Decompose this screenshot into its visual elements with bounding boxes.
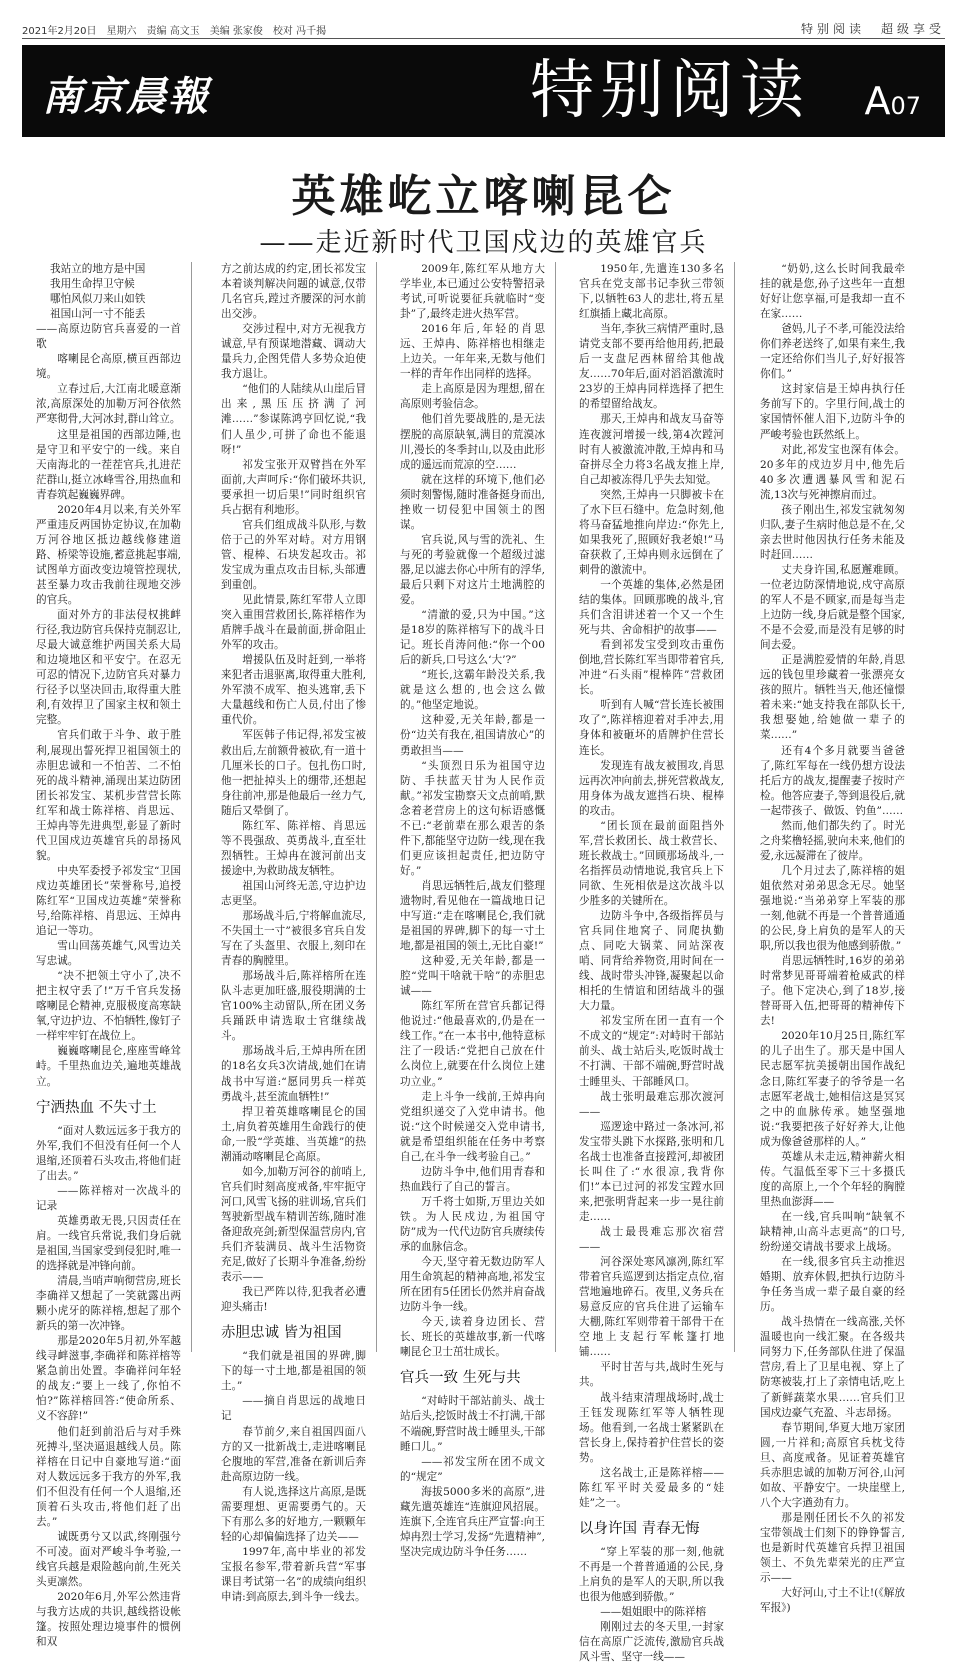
paragraph: 这种爱,无关年龄,都是一份“边关有我在,祖国请放心”的勇敢担当—— <box>400 714 545 757</box>
text-column-5 <box>760 262 905 1615</box>
paragraph: 今天,坚守着无数边防军人用生命筑起的精神高地,祁发宝所在团有5任团长仍然并肩奋战边防斗争一线。 <box>400 1256 545 1314</box>
paragraph: 这名战士,正是陈祥榕——陈红军平时关爱最多的“娃娃”之一。 <box>579 1466 724 1509</box>
page-header <box>22 18 945 36</box>
masthead <box>22 45 945 137</box>
paragraph: ——陈祥榕对一次战斗的记录 <box>36 1184 181 1212</box>
paragraph: 边防斗争中,各级指挥员与官兵同住地窝子、同爬执勤点、同吃大锅菜、同站深夜哨、同背给养物资,用时间在一线、战时带头冲锋,凝聚起以命相托的生情谊和团结战斗的强大力量。 <box>579 910 724 1013</box>
header-rule <box>22 38 945 39</box>
paragraph: 还有4个多月就要当爸爸了,陈红军每在一线仍想方设法托后方的战友,提醒妻子按时产检。他答应妻子,等到退役后,就一起带孩子、做饭、钓鱼”…… <box>760 744 905 817</box>
paragraph: 祖国山河一寸不能丢 <box>50 308 146 321</box>
header-tagline: 特别阅读 超级享受 <box>800 22 945 36</box>
section-heading: 宁洒热血 不失寸土 <box>36 1099 157 1116</box>
paragraph: 万千将士如斯,万里边关如铁。为人民戍边,为祖国守防”成为一代代边防官兵赓续传承的血脉信念。 <box>400 1195 545 1254</box>
paragraph: ——高原边防官兵喜爱的一首歌 <box>36 323 181 351</box>
paragraph: 一个英雄的集体,必然是团结的集体。回顾那晚的战斗,官兵们含泪讲述着一个又一个生死与共、舍命相护的故事—— <box>579 578 724 637</box>
newspaper-logo: 南京晨報 <box>42 73 210 120</box>
paragraph: 突然,王焯冉一只脚被卡在了水下巨石缝中。危急时刻,他将马奋猛地推向岸边:“你先上,如果我死了,照顾好我老娘!”马奋获救了,王焯冉则永远倒在了刺骨的激流中。 <box>579 488 724 576</box>
paragraph: 丈夫身许国,私愿邂难顾。一位老边防深情地说,戍守高原的军人不是不顾家,而是每当走上边防一线,身后就是整个国家,不是不会爱,而是没有足够的时间去爱。 <box>760 563 905 652</box>
paragraph: 肖思远牺牲时,16岁的弟弟时常梦见哥哥端着枪威武的样子。他下定决心,到了18岁,接替哥哥入伍,把哥哥的精神传下去! <box>760 955 905 1028</box>
paragraph: 对此,祁发宝也深有体会。20多年的戍边岁月中,他先后40多次遭遇暴风雪和泥石流,13次与死神擦肩而过。 <box>760 443 905 501</box>
paragraph: 1997年,高中毕业的祁发宝报名参军,带着新兵营“军事课目考试第一名”的成绩向组织申请:到高原去,到斗争一线去。 <box>221 1545 366 1604</box>
paragraph: 爸妈,儿子不孝,可能没法给你们养老送终了,如果有来生,我一定还给你们当儿子,好好报答你们。” <box>760 323 905 381</box>
paragraph: 战士张明最难忘那次渡河—— <box>579 1090 724 1118</box>
paragraph: 战士最畏难忘那次宿营—— <box>579 1226 724 1254</box>
paragraph: 2020年4月以来,有关外军严重违反两国协定协议,在加勒万河谷地区抵边越线修建道路、桥梁等设施,蓄意挑起事端,试图单方面改变边境管控现状,甚至暴力攻击我前往现地交涉的官兵。 <box>36 503 181 607</box>
paragraph: ——摘自肖思远的战地日记 <box>221 1395 366 1423</box>
paragraph: 2016年后,年轻的肖思远、王焯冉、陈祥榕也相继走上边关。一年年来,无数与他们一样的青年作出同样的选择。 <box>400 323 545 381</box>
paragraph: 立春过后,大江南北暖意渐浓,高原深处的加勒万河谷依然严寒彻骨,大河冰封,群山耸立。 <box>36 383 181 426</box>
paragraph: 哪怕风似刀来山如铁 <box>50 293 146 306</box>
paragraph: 平时甘苦与共,战时生死与共。 <box>579 1361 724 1389</box>
paragraph: 刚刚过去的冬天里,一封家信在高原广泛流传,激励官兵战风斗雪、坚守一线—— <box>579 1621 724 1664</box>
section-heading: 赤胆忠诚 皆为祖国 <box>221 1325 342 1342</box>
section-heading: 以身许国 青春无悔 <box>579 1520 700 1537</box>
paragraph: 军医韩子伟记得,祁发宝被救出后,左前额骨被砍,有一道十几厘米长的口子。包扎伤口时,他一把扯掉头上的绷带,还想起身往前冲,那是他最后一丝力气,随后又晕倒了。 <box>221 729 366 817</box>
paragraph: 那天,王焯冉和战友马奋等连夜渡河增援一线,第4次蹚河时有人被激流冲散,王焯冉和马奋拼尽全力将3名战友推上岸,自己却被冻得几乎失去知觉。 <box>579 413 724 486</box>
paragraph: 他们赶到前沿后与对手殊死搏斗,坚决逼退越线人员。陈祥榕在日记中自豪地写道:“面对人数远远多于我方的外军,我们不但没有任何一个人退缩,还顶着石头攻击,将他们赶了出去。” <box>36 1425 181 1528</box>
paragraph: 如今,加勒万河谷的前哨上,官兵们时刻高度戒备,牢牢扼守河口,风雪飞扬的驻训场,官兵们驾驶新型战车精训苦练,随时准备迎敌亮剑;新型保温营房内,官兵们齐装满员、战斗生活物资充足,做好了长期斗争准备,纷纷表示—— <box>221 1165 366 1284</box>
paragraph: 面对外方的非法侵权挑衅行径,我边防官兵保持克制忍让,尽最大诚意维护两国关系大局和边境地区和平安宁。在忍无可忍的情况下,边防官兵对暴力行径予以坚决回击,取得重大胜利,有效捍卫了国家主权和领土完整。 <box>36 609 181 727</box>
page-digits: 07 <box>890 92 921 120</box>
paragraph: 就在这样的环境下,他们必须时刻警惕,随时准备挺身而出,挫败一切侵犯中国领土的图谋。 <box>400 473 545 531</box>
paragraph: 当年,李狄三病情严重时,恳请党支部不要再给他用药,把最后一支盘尼西林留给其他战友……70年后,面对滔滔激流时23岁的王焯冉同样选择了把生的希望留给战友。 <box>579 323 724 411</box>
paragraph: 官兵们敢于斗争、敢于胜利,展现出誓死捍卫祖国领土的赤胆忠诚和一不怕苦、二不怕死的战斗精神,涌现出某边防团团长祁发宝、某机步营营长陈红军和战士陈祥榕、肖思远、王焯冉等先进典型,彰显了新时代卫国戍边英雄官兵的昂扬风貌。 <box>36 729 181 862</box>
paragraph: 有人说,选择这片高原,是既需要理想、更需要勇气的。天下有那么多的好地方,一颗颗年轻的心却偏偏选择了边关—— <box>221 1485 366 1543</box>
paragraph: “头顶烈日乐为祖国守边防、手扶蓝天甘为人民作贡献。”祁发宝勘察天文点前哨,默念着老营房上的这句标语感慨不已:“老前辈在那么艰苦的条件下,都能坚守边防一线,现在我们更应该担起责任,把边防守好。” <box>400 759 545 877</box>
column-divider <box>191 262 192 1352</box>
paragraph: 我已严阵以待,犯我者必遭迎头痛击! <box>221 1286 366 1314</box>
text-column-2 <box>221 262 366 1604</box>
paragraph: 这封家信是王焯冉执行任务前写下的。字里行间,战士的家国情怀催人泪下,边防斗争的严峻考验也跃然纸上。 <box>760 383 905 441</box>
paragraph: 孩子刚出生,祁发宝就匆匆归队,妻子生病时他总是不在,父亲去世时他因执行任务未能及时赶回…… <box>760 503 905 561</box>
paragraph: 见此情景,陈红军带人立即突入重围营救团长,陈祥榕作为盾牌手战斗在最前面,拼命阻止外军的攻击。 <box>221 594 366 652</box>
paragraph: 今天,读着身边团长、营长、班长的英雄故事,新一代喀喇昆仑卫士茁壮成长。 <box>400 1316 545 1359</box>
paragraph: “穿上军装的那一刻,他就不再是一个普普通通的公民,身上肩负的是军人的天职,所以我也很为他感到骄傲。” <box>579 1545 724 1604</box>
paragraph: ——姐姐眼中的陈祥榕 <box>600 1606 707 1619</box>
paragraph: 在一线,很多官兵主动推迟婚期、放弃休假,把执行边防斗争任务当成一辈子最自豪的经历。 <box>760 1256 905 1314</box>
paragraph: 我站立的地方是中国 <box>50 263 146 275</box>
paragraph: 交涉过程中,对方无视我方诚意,早有预谋地潜藏、调动大量兵力,企图凭借人多势众迫使我方退让。 <box>221 323 366 381</box>
paragraph: 他们首先要战胜的,是无法摆脱的高原缺氧,满目的荒漠冰川,漫长的冬季封山,以及由此形成的遥远而荒凉的空…… <box>400 413 545 471</box>
paragraph: “对峙时干部站前头、战士站后头,挖饭时战士不打满,干部不端碗,野营时战士睡里头,干部睡口儿。” <box>400 1395 545 1453</box>
paragraph: 那是刚任团长不久的祁发宝带领战士们刻下的铮铮誓言,也是新时代英雄官兵捍卫祖国领土、不负先辈荣光的庄严宣示—— <box>760 1511 905 1585</box>
paragraph: 英雄从未走远,精神薪火相传。气温低至零下三十多摄氏度的高原上,一个个年轻的胸膛里热血澎湃—— <box>760 1150 905 1208</box>
paragraph: “我们就是祖国的界碑,脚下的每一寸土地,都是祖国的领土。” <box>221 1350 366 1393</box>
paragraph: 在一线,官兵叫响“缺氧不缺精神,山高斗志更高”的口号,纷纷递交请战书要求上战场。 <box>760 1210 905 1254</box>
paragraph: 那场战斗后,王焯冉所在团的18名女兵3次请战,她们在请战书中写道:“愿同男兵一样英勇战斗,甚至流血牺牲!” <box>221 1045 366 1103</box>
paragraph: 这里是祖国的西部边陲,也是守卫和平安宁的一线。来自天南海北的一茬茬官兵,扎进茫茫群山,挺立冰峰雪谷,用热血和青春筑起巍巍界碑。 <box>36 428 181 501</box>
paragraph: 听到有人喊“营长连长被围攻了”,陈祥榕迎着对手冲去,用身体和被砸坏的盾牌护住营长连长。 <box>579 699 724 757</box>
paragraph: “班长,这霸年龄没关系,我就是这么想的,也会这么做的。”他坚定地说。 <box>400 669 545 712</box>
paragraph: 巍巍喀喇昆仑,座座雪峰耸峙。千里热血边关,遍地英雄战立。 <box>36 1045 181 1088</box>
paragraph: 祁发宝所在团一直有一个不成文的“规定”:对峙时干部站前头、战士站后头,吃饭时战士不打满、干部不端碗,野营时战士睡里头、干部睡风口。 <box>579 1015 724 1088</box>
paragraph: 祁发宝张开双臂挡在外军面前,大声呵斥:“你们破坏共识,要承担一切后果!”同时组织官兵占据有利地形。 <box>221 458 366 516</box>
paragraph: 陈红军、陈祥榕、肖思远等不畏强敌、英勇战斗,直至壮烈牺牲。王焯冉在渡河前出支援途中,为救助战友牺牲。 <box>221 819 366 877</box>
paragraph: 那场战斗后,陈祥榕所在连队斗志更加旺盛,服役期满的士官100%主动留队,所在团义务兵踊跃申请选取士官继续战斗。 <box>221 970 366 1043</box>
paragraph: 海拔5000多米的高原”,进藏先遣英雄连“连旗迎风招展。连旗下,全连官兵庄严宣誓:向王焯冉烈士学习,发扬“先遣精神”,坚决完成边防斗争任务…… <box>400 1485 545 1558</box>
paragraph: 英雄勇敢无畏,只因责任在肩。一线官兵常说,我们身后就是祖国,当国家受到侵犯时,唯一的选择就是冲锋向前。 <box>36 1214 181 1272</box>
paragraph: 祖国山河终无恙,守边护边志更坚。 <box>221 879 366 907</box>
paragraph: 这种爱,无关年龄,都是一腔“党叫干啥就干啥”的赤胆忠诚—— <box>400 955 545 998</box>
paragraph: “决不把领土守小了,决不把主权守丢了!”万千官兵发扬喀喇昆仑精神,克服极度高寒缺氧,守边护边、不怕牺牲,像钉子一样牢牢钉在战位上。 <box>36 970 181 1043</box>
paragraph: 清晨,当哨声响彻营房,班长李确祥又想起了一笑就露出两颗小虎牙的陈祥榕,想起了那个新兵的第一次冲锋。 <box>36 1275 181 1333</box>
paragraph: 边防斗争中,他们用青春和热血践行了自己的誓言。 <box>400 1165 545 1193</box>
article-subtitle: ——走近新时代卫国戍边的英雄官兵 <box>259 228 708 258</box>
paragraph: “面对人数远远多于我方的外军,我们不但没有任何一个人退缩,还顶着石头攻击,将他们赶了出去。” <box>36 1124 181 1182</box>
paragraph: 巡逻途中路过一条冰河,祁发宝带头跳下水探路,张明和几名战士也准备直接蹚河,却被团长叫住了:“水很凉,我背你们!”本已过河的祁发宝蹚水回来,把张明背起来一步一晃往前走…… <box>579 1120 724 1223</box>
paragraph: “奶奶,这么长时间我最牵挂的就是您,孙子这些年一直想好好让您享福,可是我却一直不在家…… <box>760 263 905 321</box>
paragraph: “清澈的爱,只为中国。”这是18岁的陈祥榕写下的战斗日记。班长肖涛问他:“你一个00后的新兵,口号这么‘大’?” <box>400 609 545 667</box>
paragraph: 发现连有战友被围攻,肖思远再次冲向前去,拼死营救战友,用身体为战友遮挡石块、棍棒的攻击。 <box>579 759 724 817</box>
paragraph: 中央军委授予祁发宝“卫国戍边英雄团长”荣誉称号,追授陈红军“卫国戍边英雄”荣誉称号,给陈祥榕、肖思远、王焯冉追记一等功。 <box>36 864 181 938</box>
paragraph: “团长顶在最前面阻挡外军,营长救团长、战士救营长、班长救战士。”回顾那场战斗,一名指挥员动情地说,我官兵上下同欲、生死相依是这次战斗以少胜多的关键所在。 <box>579 819 724 907</box>
paragraph: 我用生命捍卫守候 <box>50 278 135 291</box>
paragraph: ——祁发宝所在团不成文的“规定” <box>400 1455 545 1483</box>
text-column-1 <box>36 262 181 1649</box>
paragraph: 捍卫着英雄喀喇昆仑的国土,肩负着英雄用生命践行的使命,一股“学英雄、当英雄”的热潮涌动喀喇昆仑高原。 <box>221 1105 366 1163</box>
paragraph: 陈红军所在营官兵都记得他说过:“他最喜欢的,仍是在一线工作。”在一本书中,他特意标注了一段话:“党把自己放在什么岗位上,就要在什么岗位上建功立业。” <box>400 1000 545 1088</box>
paragraph: 战斗结束清理战场时,战士王钰发现陈红军等人牺牲现场。他看到,一名战士紧紧趴在营长身上,保持着护住营长的姿势。 <box>579 1391 724 1464</box>
paragraph: 方之前达成的约定,团长祁发宝本着谈判解决问题的诚意,仅带几名官兵,蹚过齐腰深的河水前出交涉。 <box>221 263 366 321</box>
paragraph: 增援队伍及时赶到,一举将来犯者击退驱离,取得重大胜利,外军溃不成军、抱头逃窜,丢下大量越线和伤亡人员,付出了惨重代价。 <box>221 654 366 727</box>
paragraph: 正是满腔爱情的年龄,肖思远的钱包里珍藏着一张漂亮女孩的照片。牺牲当天,他还憧憬着未来:“她支持我在部队长干,我想娶她,给她做一辈子的菜……” <box>760 654 905 742</box>
section-heading: 官兵一致 生死与共 <box>400 1370 521 1387</box>
date-line: 2021年2月20日 星期六 责编 高文玉 美编 张家俊 校对 冯千揭 <box>22 26 327 37</box>
page-number <box>864 79 921 123</box>
paragraph: 那场战斗后,宁将解血流尽,不失国土一寸”被很多官兵自发写在了头盔里、衣服上,刻印在青春的胸膛里。 <box>221 910 366 968</box>
paragraph: 喀喇昆仑高原,横亘西部边境。 <box>36 353 181 381</box>
text-column-4 <box>579 262 724 1664</box>
paragraph: “他们的人陆续从山崖后冒出来,黑压压挤满了河滩……”参谋陈鸿亨回忆说,“我们人虽少,可拼了命也不能退呀!” <box>221 383 366 456</box>
paragraph: 诚既勇兮又以武,终刚强兮不可凌。面对严峻斗争考验,一线官兵越是艰险越向前,生死关头更凛然。 <box>36 1530 181 1588</box>
paragraph: 走上斗争一线前,王焯冉向党组织递交了入党申请书。他说:“这个时候递交入党申请书,就是希望组织能在任务中考察自己,在斗争一线考验自己。” <box>400 1090 545 1163</box>
paragraph: 然而,他们都失约了。时光之舟桨橹轻摇,驶向未来,他们的爱,永远凝滞在了彼岸。 <box>760 819 905 862</box>
paragraph: 看到祁发宝受到攻击重伤倒地,营长陈红军当即带着官兵,冲进“石头雨”棍棒阵”营救团长。 <box>579 639 724 697</box>
paragraph: 走上高原是因为理想,留在高原则考验信念。 <box>400 383 545 411</box>
paragraph: 2009年,陈红军从地方大学毕业,本已通过公安特警招录考试,可听说要征兵就临时“变卦”了,最终走进火热军营。 <box>400 263 545 321</box>
paragraph: 1950年,先遣连130多名官兵在党支部书记李狄三带领下,以牺牲63人的悲壮,将五星红旗插上藏北高原。 <box>579 263 724 321</box>
paragraph: 雪山回荡英雄气,风雪边关写忠诚。 <box>36 940 181 968</box>
paragraph: 2020年10月25日,陈红军的儿子出生了。那天是中国人民志愿军抗美援朝出国作战纪念日,陈红军妻子的爷爷是一名志愿军老战士,她相信这是冥冥之中的血脉传承。她坚强地说:“我要把孩子好好养大,让他成为像爸爸那样的人。” <box>760 1030 905 1148</box>
paragraph: 战斗热情在一线高涨,关怀温暖也向一线汇聚。在各级共同努力下,任务部队住进了保温营房,看上了卫星电视、穿上了防寒被装,打上了亲情电话,吃上了新鲜蔬菜水果……官兵们卫国戍边豪气充盈、斗志昂扬。 <box>760 1316 905 1419</box>
article-title: 英雄屹立喀喇昆仑 <box>291 171 676 222</box>
paragraph: 春节前夕,来自祖国四面八方的又一批新战士,走进喀喇昆仑腹地的军营,准备在新训后奔赴高原边防一线。 <box>221 1425 366 1483</box>
paragraph: 春节期间,华夏大地万家团圆,一片祥和;高原官兵枕戈待旦、高度戒备。见证着英雄官兵赤胆忠诚的加勒万河谷,山河如故、平静安宁。一块崖壁上,八个大字遒劲有力。 <box>760 1421 905 1509</box>
column-divider <box>734 262 735 1352</box>
paragraph: 那是2020年5月初,外军越线寻衅滋事,李确祥和陈祥榕等紧急前出处置。李确祥问年轻的战友:“要上一线了,你怕不怕?”陈祥榕回答:“使命所系、义不容辞!” <box>36 1335 181 1423</box>
text-column-3 <box>400 262 545 1558</box>
column-divider <box>555 262 556 1352</box>
column-divider <box>376 262 377 1352</box>
paragraph: 2020年6月,外军公然违背与我方达成的共识,越线搭设帐篷。按照处理边境事件的惯例和双 <box>36 1591 181 1649</box>
page-letter: A <box>864 79 891 123</box>
paragraph: 河谷深处寒风凛冽,陈红军带着官兵巡逻到达指定点位,宿营地遍地碎石。夜里,义务兵在易意反应的官兵住进了运输车大棚,陈红军则带着干部骨干在空地上支起行军帐篷打地铺…… <box>579 1256 724 1359</box>
paragraph: 官兵们组成战斗队形,与数倍于己的外军对峙。对方用钢管、棍棒、石块发起攻击。祁发宝成为重点攻击目标,头部遭到重创。 <box>221 518 366 591</box>
paragraph: 官兵说,风与雪的洗礼、生与死的考验就像一个超级过滤器,足以滤去你心中所有的浮华,最后只剩下对这片土地满腔的爱。 <box>400 533 545 607</box>
paragraph: 大好河山,寸土不让!(《解放军报》) <box>760 1587 905 1615</box>
paragraph: 几个月过去了,陈祥榕的姐姐依然对弟弟思念无尽。她坚强地说:“当弟弟穿上军装的那一刻,他就不再是一个普普通通的公民,身上肩负的是军人的天职,所以我也很为他感到骄傲。” <box>760 864 905 953</box>
section-title: 特别阅读 <box>530 54 810 128</box>
paragraph: 肖思远牺牲后,战友们整理遗物时,看见他在一篇战地日记中写道:“走在喀喇昆仑,我们就是祖国的界碑,脚下的每一寸土地,都是祖国的领土,无比自豪!” <box>400 879 545 953</box>
